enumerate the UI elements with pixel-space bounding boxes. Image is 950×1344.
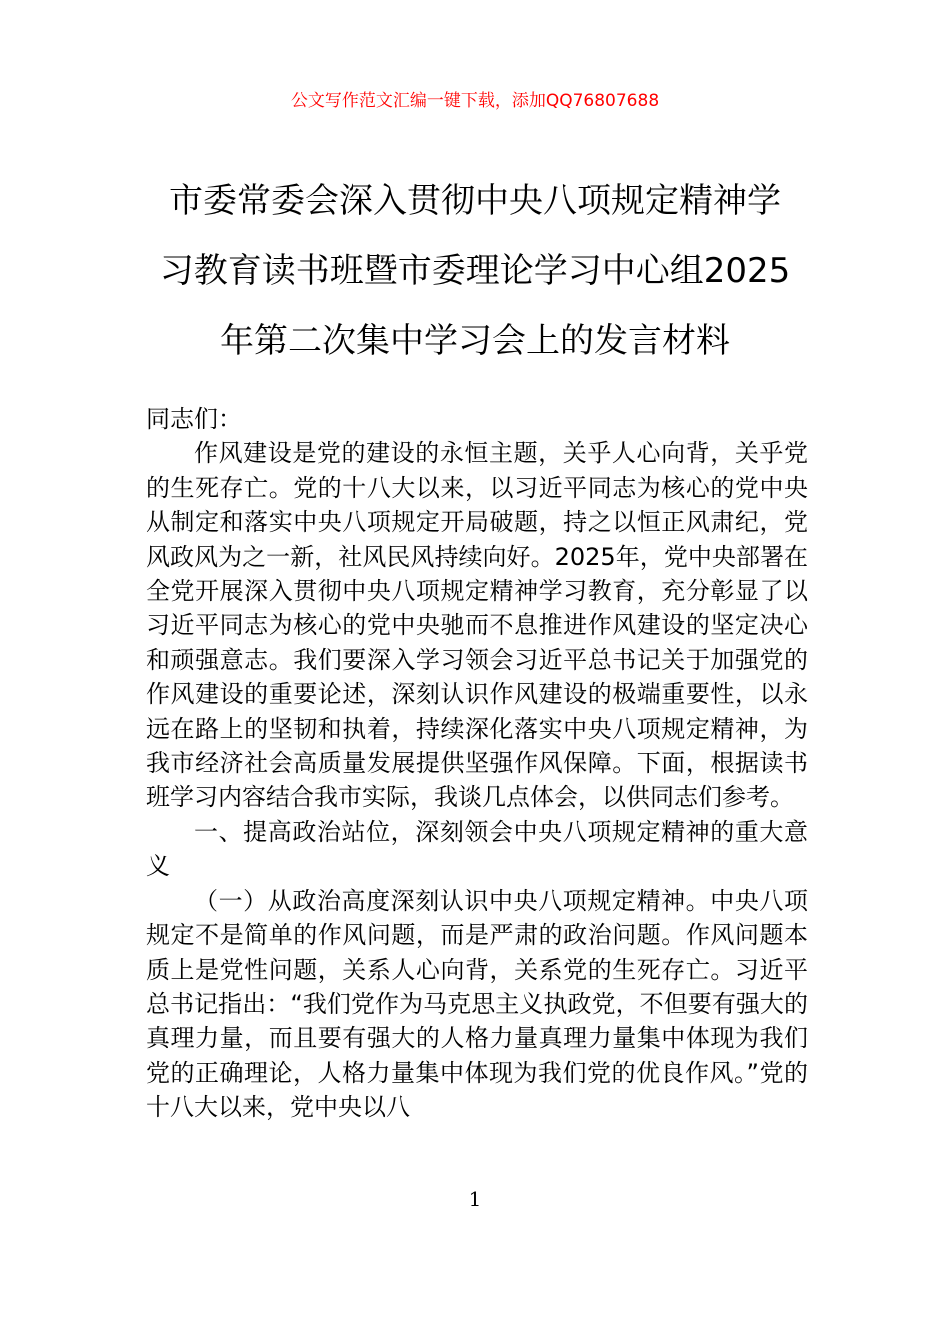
section-heading-1: 一、提高政治站位，深刻领会中央八项规定精神的重大意义 (146, 817, 808, 881)
title-line-2: 习教育读书班暨市委理论学习中心组2025 (159, 251, 791, 291)
paragraph-intro: 作风建设是党的建设的永恒主题，关乎人心向背，关乎党的生死存亡。党的十八大以来，以习近平同志为核心的党中央从制定和落实中央八项规定开局破题，持之以恒正风肃纪，党风政风为之一新，社风民风持续向好。2025年，党中央部署在全党开展深入贯彻中央八项规定精神学习教育，充分彰显了以习近平同志为核心的党中央驰而不息推进作风建设的坚定决心和顽强意志。我们要深入学习领会习近平总书记关于加强党的作风建设的重要论述，深刻认识作风建设的极端重要性，以永远在路上的坚韧和执着，持续深化落实中央八项规定精神，为我市经济社会高质量发展提供坚强作风保障。下面，根据读书班学习内容结合我市实际，我谈几点体会，以供同志们参考。 (146, 439, 808, 812)
paragraph-subsection-1: （一）从政治高度深刻认识中央八项规定精神。中央八项规定不是简单的作风问题，而是严肃的政治问题。作风问题本质上是党性问题，关系人心向背，关系党的生死存亡。习近平总书记指出：“我们党作为马克思主义执政党，不但要有强大的真理力量，而且要有强大的人格力量真理力量集中体现为我们党的正确理论，人格力量集中体现为我们党的优良作风。”党的十八大以来，党中央以八 (146, 886, 808, 1122)
page-number: 1 (468, 1187, 482, 1211)
download-banner: 公文写作范文汇编一键下载，添加QQ76807688 (290, 91, 660, 111)
document-title (120, 166, 830, 376)
document-body (146, 402, 808, 1125)
title-line-1: 市委常委会深入贯彻中央八项规定精神学 (169, 181, 781, 221)
salutation: 同志们： (146, 405, 242, 433)
title-line-3: 年第二次集中学习会上的发言材料 (220, 321, 730, 361)
